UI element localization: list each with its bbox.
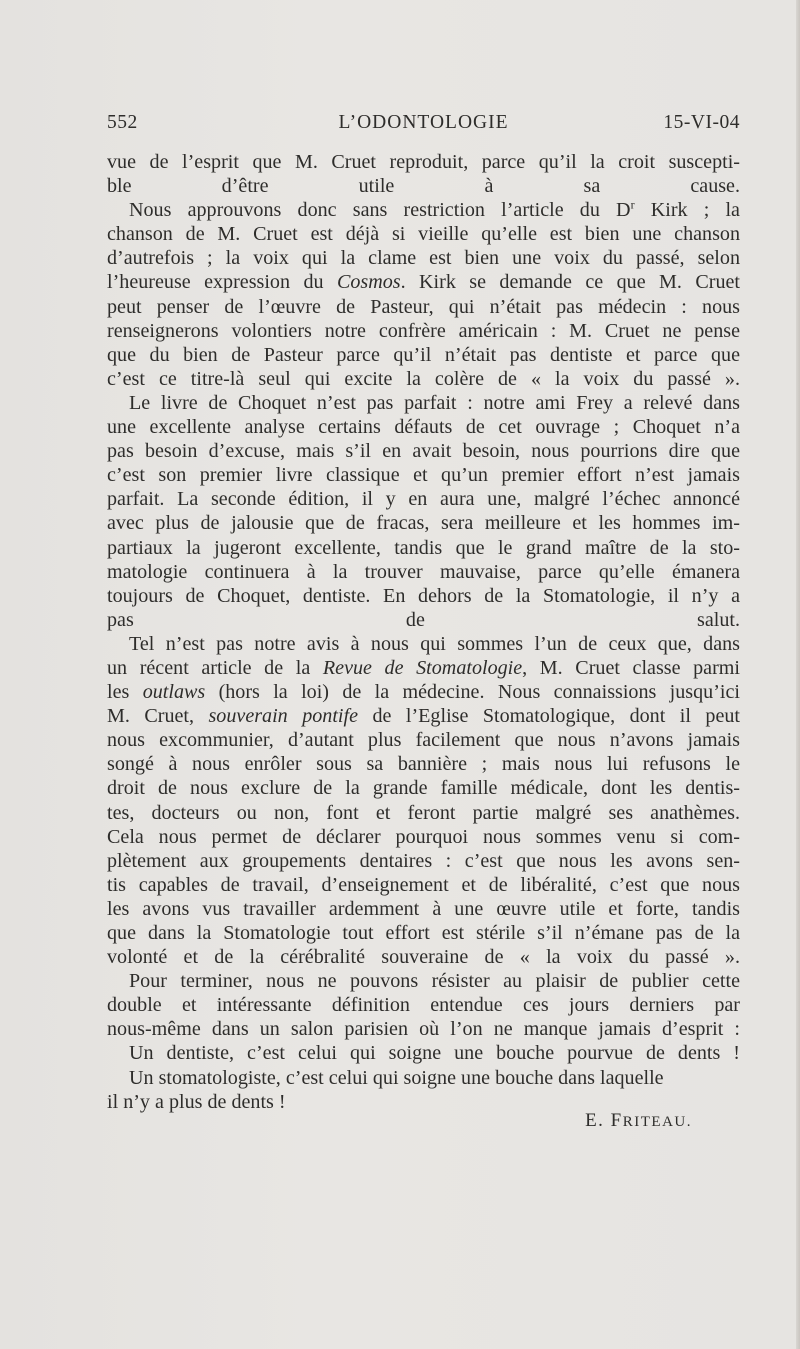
- author-signature: [107, 1110, 692, 1132]
- text-line: double et intéressante définition entendue ces jours derniers par: [107, 994, 740, 1017]
- paragraph-1: [107, 150, 740, 198]
- text-line: pas besoin d’excuse, mais s’il en avait besoin, nous pourrions dire que: [107, 440, 740, 463]
- text-line: une excellente analyse certains défauts de cet ouvrage ; Choquet n’a: [107, 416, 740, 439]
- text-line: vue de l’esprit que M. Cruet reproduit, parce qu’il la croit suscepti-: [107, 151, 740, 173]
- text-line: renseignerons volontiers notre confrère américain : M. Cruet ne pense: [107, 319, 740, 342]
- page-number: 552: [107, 112, 138, 133]
- text-line: nous-même dans un salon parisien où l’on ne manque jamais d’esprit :: [107, 1018, 740, 1041]
- paragraph-4: [107, 632, 740, 969]
- text-line: c’est son premier livre classique et qu’un premier effort n’est jamais: [107, 464, 740, 487]
- page-edge: [796, 0, 800, 1349]
- text-line: tis capables de travail, d’enseignement et de libéralité, c’est que nous: [107, 873, 740, 896]
- issue-date: 15-VI-04: [663, 112, 740, 133]
- italic-term: souverain pontife: [208, 705, 358, 728]
- text-line: c’est ce titre-là seul qui excite la colère de « la voix du passé ».: [107, 367, 740, 390]
- signature-surname: RITEAU.: [622, 1114, 692, 1130]
- text-line: Un stomatologiste, c’est celui qui soigne une bouche dans laquelle: [129, 1066, 664, 1089]
- text-line: Un dentiste, c’est celui qui soigne une bouche pourvue de dents !: [129, 1042, 740, 1065]
- text-line: les: [107, 681, 143, 704]
- paragraph-2: [107, 198, 740, 391]
- text-line: un récent article de la: [107, 656, 323, 679]
- signature-initial: E. F: [585, 1110, 623, 1131]
- text-line: avec plus de jalousie que de fracas, sera meilleure et les hommes im-: [107, 512, 740, 535]
- text-line: . Kirk se demande ce que M. Cruet: [400, 271, 740, 294]
- text-line: partiaux la jugeront excellente, tandis que le grand maître de la sto-: [107, 536, 740, 559]
- text-line: M. Cruet,: [107, 705, 209, 728]
- paragraph-7: [107, 1066, 740, 1114]
- italic-title: Cosmos: [336, 271, 401, 294]
- text-line: (hors la loi) de la médecine. Nous connaissions jusqu’ici: [205, 681, 740, 704]
- paragraph-5: [107, 969, 740, 1041]
- text-line: Le livre de Choquet n’est pas parfait : notre ami Frey a relevé dans: [129, 391, 740, 414]
- text-line: Pour terminer, nous ne pouvons résister au plaisir de publier cette: [129, 970, 740, 993]
- text-line: plètement aux groupements dentaires : c’est que nous les avons sen-: [107, 849, 740, 872]
- paragraph-3: [107, 391, 740, 632]
- article-body: [107, 150, 740, 1114]
- paragraph-6: [107, 1041, 740, 1065]
- text-line: toujours de Choquet, dentiste. En dehors de la Stomatologie, il n’y a: [107, 584, 740, 607]
- text-line: songé à nous enrôler sous sa bannière ; mais nous lui refusons le: [107, 753, 740, 776]
- text-line: parfait. La seconde édition, il y en aura une, malgré l’échec annoncé: [107, 488, 740, 511]
- journal-title: L’ODONTOLOGIE: [338, 112, 509, 133]
- italic-term: outlaws: [142, 681, 206, 704]
- text-line: il n’y a plus de dents !: [107, 1090, 286, 1113]
- text-line: chanson de M. Cruet est déjà si vieille qu’elle est bien une chanson: [107, 223, 740, 246]
- text-line: , M. Cruet classe parmi: [522, 656, 740, 679]
- text-line: droit de nous exclure de la grande famille médicale, dont les dentis-: [107, 777, 740, 800]
- italic-title: Revue de Stomatologie: [322, 656, 523, 679]
- text-line: tes, docteurs ou non, font et feront partie malgré ses anathèmes.: [107, 801, 740, 824]
- superscript: r: [630, 197, 635, 212]
- running-header: [107, 112, 740, 142]
- text-line: matologie continuera à la trouver mauvaise, parce qu’elle émanera: [107, 560, 740, 583]
- text-line: volonté et de la cérébralité souveraine de « la voix du passé ».: [107, 946, 740, 969]
- text-line: Tel n’est pas notre avis à nous qui sommes l’un de ceux que, dans: [129, 632, 740, 655]
- text-line: Cela nous permet de déclarer pourquoi nous sommes venu si com-: [107, 825, 740, 848]
- text-line: de l’Eglise Stomatologique, dont il peut: [358, 705, 740, 728]
- text-line: peut penser de l’œuvre de Pasteur, qui n’était pas médecin : nous: [107, 295, 740, 318]
- text-line: les avons vus travailler ardemment à une œuvre utile et forte, tandis: [107, 897, 740, 920]
- text-line: Nous approuvons donc sans restriction l’article du D: [129, 199, 631, 222]
- text-line: que dans la Stomatologie tout effort est stérile s’il n’émane pas de la: [107, 922, 740, 944]
- text-line: nous excommunier, d’autant plus facilement que nous n’avons jamais: [107, 729, 740, 752]
- text-line: Kirk ; la: [634, 199, 740, 222]
- text-line: ble d’être utile à sa cause.: [107, 175, 740, 198]
- text-line: pas de salut.: [107, 608, 740, 631]
- text-line: l’heureuse expression du: [107, 271, 337, 294]
- text-line: d’autrefois ; la voix qui la clame est bien une voix du passé, selon: [107, 247, 740, 270]
- text-line: que du bien de Pasteur parce qu’il n’était pas dentiste et parce que: [107, 343, 740, 366]
